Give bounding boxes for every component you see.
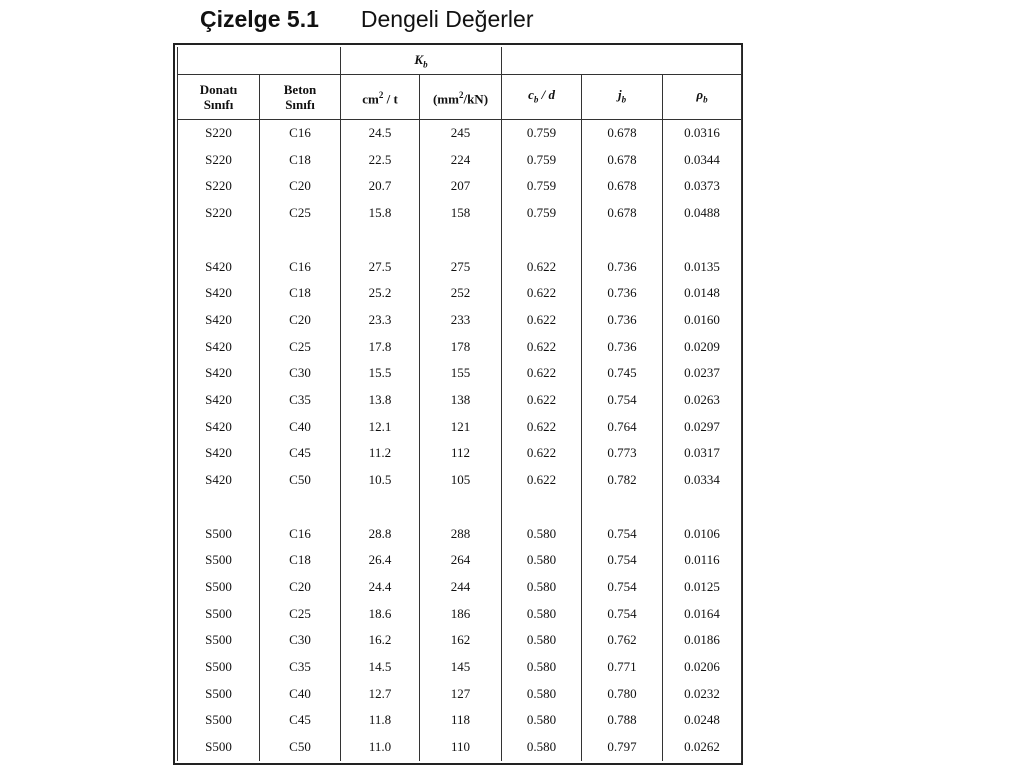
table-cell: 0.745 [582, 360, 663, 387]
empty-cell [663, 494, 742, 521]
empty-cell [341, 494, 420, 521]
table-cell: 0.0297 [663, 414, 742, 441]
table-cell: C18 [260, 547, 341, 574]
table-cell: 15.5 [341, 360, 420, 387]
table-cell: C16 [260, 120, 341, 147]
table-cell: C20 [260, 307, 341, 334]
table-cell: 16.2 [341, 627, 420, 654]
table-cell: S420 [178, 440, 260, 467]
table-cell: S500 [178, 547, 260, 574]
table-cell: S500 [178, 654, 260, 681]
table-cell: 0.580 [502, 654, 582, 681]
empty-cell [663, 227, 742, 254]
table-cell: 0.622 [502, 414, 582, 441]
table-cell: C20 [260, 574, 341, 601]
table-cell: 0.0317 [663, 440, 742, 467]
caption-text: Dengeli Değerler [360, 6, 534, 32]
table-cell: S420 [178, 254, 260, 281]
header-row-columns [178, 75, 742, 120]
table-cell: C16 [260, 521, 341, 548]
table-cell: 26.4 [341, 547, 420, 574]
table-row [178, 654, 742, 681]
table-row [178, 521, 742, 548]
table-cell: 0.754 [582, 601, 663, 628]
header-rho-b: $\rho_b$ [663, 75, 742, 120]
table-row [178, 307, 742, 334]
table-cell: 0.580 [502, 627, 582, 654]
table-cell: 0.782 [582, 467, 663, 494]
table-cell: 0.764 [582, 414, 663, 441]
empty-cell [178, 494, 260, 521]
table-row [178, 173, 742, 200]
table-cell: C25 [260, 601, 341, 628]
table-cell: S220 [178, 200, 260, 227]
table-cell: 0.0186 [663, 627, 742, 654]
table-cell: 11.0 [341, 734, 420, 761]
table-cell: S500 [178, 734, 260, 761]
table-cell: 17.8 [341, 334, 420, 361]
table-cell: C45 [260, 440, 341, 467]
table-cell: 0.736 [582, 254, 663, 281]
header-mm2-per-kn: $(mm^2/kN)$ [420, 75, 502, 120]
table-cell: 0.622 [502, 360, 582, 387]
table-cell: 155 [420, 360, 502, 387]
table-cell: 0.0316 [663, 120, 742, 147]
header-empty-right [502, 47, 742, 75]
table-row [178, 120, 742, 147]
header-kb-group: $K_b$ [341, 47, 502, 75]
table-cell: 0.0206 [663, 654, 742, 681]
table-cell: S420 [178, 467, 260, 494]
table-cell: C18 [260, 147, 341, 174]
table-cell: 121 [420, 414, 502, 441]
table-cell: 158 [420, 200, 502, 227]
table-cell: S500 [178, 521, 260, 548]
empty-cell [582, 494, 663, 521]
empty-cell [260, 494, 341, 521]
table-cell: S420 [178, 307, 260, 334]
table-row [178, 734, 742, 761]
table-cell: S500 [178, 574, 260, 601]
table-cell: 15.8 [341, 200, 420, 227]
table-row [178, 574, 742, 601]
table-cell: 0.0160 [663, 307, 742, 334]
table-cell: 0.0209 [663, 334, 742, 361]
table-cell: 0.0263 [663, 387, 742, 414]
caption-number: Çizelge 5.1 [200, 6, 319, 32]
table-cell: 264 [420, 547, 502, 574]
table-cell: 0.0334 [663, 467, 742, 494]
empty-cell [502, 227, 582, 254]
table-cell: 105 [420, 467, 502, 494]
table-cell: 12.1 [341, 414, 420, 441]
empty-cell [341, 227, 420, 254]
table-cell: 24.4 [341, 574, 420, 601]
table-cell: 28.8 [341, 521, 420, 548]
table-cell: 275 [420, 254, 502, 281]
table-body [178, 120, 742, 761]
table-cell: 0.736 [582, 280, 663, 307]
table-cell: S220 [178, 120, 260, 147]
table-cell: C16 [260, 254, 341, 281]
table-cell: 0.678 [582, 173, 663, 200]
table-row [178, 547, 742, 574]
table-row [178, 627, 742, 654]
table-cell: 13.8 [341, 387, 420, 414]
table-cell: 11.2 [341, 440, 420, 467]
table-cell: 224 [420, 147, 502, 174]
header-empty-left [178, 47, 341, 75]
table-cell: S220 [178, 147, 260, 174]
table-row [178, 200, 742, 227]
table-cell: 20.7 [341, 173, 420, 200]
table-row [178, 601, 742, 628]
table-row [178, 414, 742, 441]
table-cell: 0.0106 [663, 521, 742, 548]
table-cell: 0.759 [502, 147, 582, 174]
table-row [178, 440, 742, 467]
table-cell: 0.0488 [663, 200, 742, 227]
table-cell: 14.5 [341, 654, 420, 681]
header-cb-d: $c_b$ / d [502, 75, 582, 120]
table-cell: 207 [420, 173, 502, 200]
table-cell: 18.6 [341, 601, 420, 628]
table-cell: 0.0232 [663, 681, 742, 708]
table-cell: S500 [178, 681, 260, 708]
table-cell: S500 [178, 707, 260, 734]
table-row [178, 280, 742, 307]
table-row [178, 334, 742, 361]
table-cell: 110 [420, 734, 502, 761]
table-cell: 0.622 [502, 334, 582, 361]
table-cell: 0.580 [502, 707, 582, 734]
table-cell: 0.797 [582, 734, 663, 761]
table-cell: S420 [178, 360, 260, 387]
table-cell: 0.754 [582, 547, 663, 574]
table-cell: 0.754 [582, 574, 663, 601]
table-cell: 288 [420, 521, 502, 548]
empty-cell [260, 227, 341, 254]
table-cell: 10.5 [341, 467, 420, 494]
table-cell: 0.0248 [663, 707, 742, 734]
table-cell: 0.678 [582, 120, 663, 147]
table-cell: 0.580 [502, 681, 582, 708]
table-cell: C25 [260, 200, 341, 227]
table-cell: 0.759 [502, 120, 582, 147]
table-cell: 22.5 [341, 147, 420, 174]
table-cell: 244 [420, 574, 502, 601]
table-cell: 178 [420, 334, 502, 361]
table-cell: 0.622 [502, 440, 582, 467]
table-cell: 0.759 [502, 173, 582, 200]
table-cell: 252 [420, 280, 502, 307]
table-cell: C35 [260, 387, 341, 414]
table-cell: 0.0237 [663, 360, 742, 387]
empty-cell [502, 494, 582, 521]
table-cell: 0.580 [502, 547, 582, 574]
table-cell: S220 [178, 173, 260, 200]
table-cell: 0.788 [582, 707, 663, 734]
table-cell: 0.580 [502, 574, 582, 601]
table-cell: 0.622 [502, 467, 582, 494]
table-cell: 0.0116 [663, 547, 742, 574]
header-jb: $j_b$ [582, 75, 663, 120]
table-row [178, 467, 742, 494]
table-cell: 23.3 [341, 307, 420, 334]
table-row [178, 360, 742, 387]
table-cell: 0.580 [502, 521, 582, 548]
table-row [178, 254, 742, 281]
header-donati-sinifi: Donatı Sınıfı [178, 75, 260, 120]
table-cell: 145 [420, 654, 502, 681]
table-cell: 11.8 [341, 707, 420, 734]
table-cell: 0.754 [582, 387, 663, 414]
table-cell: 0.580 [502, 734, 582, 761]
table-cell: 0.762 [582, 627, 663, 654]
table-cell: 0.0344 [663, 147, 742, 174]
table-row [178, 681, 742, 708]
table-cell: 0.759 [502, 200, 582, 227]
table-cell: 0.678 [582, 200, 663, 227]
header-beton-sinifi: Beton Sınıfı [260, 75, 341, 120]
table-cell: C45 [260, 707, 341, 734]
table-cell: C35 [260, 654, 341, 681]
table-cell: 0.678 [582, 147, 663, 174]
empty-cell [420, 494, 502, 521]
table-cell: 12.7 [341, 681, 420, 708]
table-row [178, 387, 742, 414]
table-cell: C50 [260, 734, 341, 761]
table-cell: 0.754 [582, 521, 663, 548]
table-cell: 0.622 [502, 307, 582, 334]
table-cell: 24.5 [341, 120, 420, 147]
table-cell: C50 [260, 467, 341, 494]
balanced-values-table [177, 47, 742, 761]
table-cell: 233 [420, 307, 502, 334]
table-cell: 0.0135 [663, 254, 742, 281]
table-cell: C20 [260, 173, 341, 200]
table-cell: S420 [178, 280, 260, 307]
table-cell: 0.0148 [663, 280, 742, 307]
table-cell: 138 [420, 387, 502, 414]
table-cell: 0.771 [582, 654, 663, 681]
table-caption [200, 6, 533, 33]
table-cell: 186 [420, 601, 502, 628]
table-cell: S500 [178, 601, 260, 628]
table-cell: 0.773 [582, 440, 663, 467]
table-cell: 27.5 [341, 254, 420, 281]
table-cell: 112 [420, 440, 502, 467]
table-cell: S500 [178, 627, 260, 654]
table-cell: 0.0164 [663, 601, 742, 628]
table-cell: 0.736 [582, 334, 663, 361]
table-frame [173, 43, 743, 765]
empty-cell [582, 227, 663, 254]
table-row [178, 147, 742, 174]
table-cell: S420 [178, 414, 260, 441]
table-cell: C18 [260, 280, 341, 307]
table-cell: 0.580 [502, 601, 582, 628]
table-cell: C25 [260, 334, 341, 361]
table-cell: 0.622 [502, 280, 582, 307]
table-cell: 127 [420, 681, 502, 708]
table-cell: 0.622 [502, 254, 582, 281]
table-row [178, 707, 742, 734]
table-cell: 245 [420, 120, 502, 147]
table-cell: S420 [178, 387, 260, 414]
table-cell: S420 [178, 334, 260, 361]
table-cell: C40 [260, 681, 341, 708]
empty-cell [178, 227, 260, 254]
table-cell: 0.0125 [663, 574, 742, 601]
table-cell: 0.0262 [663, 734, 742, 761]
table-cell: 0.0373 [663, 173, 742, 200]
table-cell: 162 [420, 627, 502, 654]
table-cell: C30 [260, 627, 341, 654]
header-cm2-per-t: $cm^2$ / t [341, 75, 420, 120]
empty-cell [420, 227, 502, 254]
header-row-group [178, 47, 742, 75]
table-cell: 118 [420, 707, 502, 734]
table-cell: C30 [260, 360, 341, 387]
table-cell: C40 [260, 414, 341, 441]
spacer-row [178, 494, 742, 521]
table-cell: 25.2 [341, 280, 420, 307]
table-cell: 0.622 [502, 387, 582, 414]
table-cell: 0.780 [582, 681, 663, 708]
spacer-row [178, 227, 742, 254]
table-cell: 0.736 [582, 307, 663, 334]
